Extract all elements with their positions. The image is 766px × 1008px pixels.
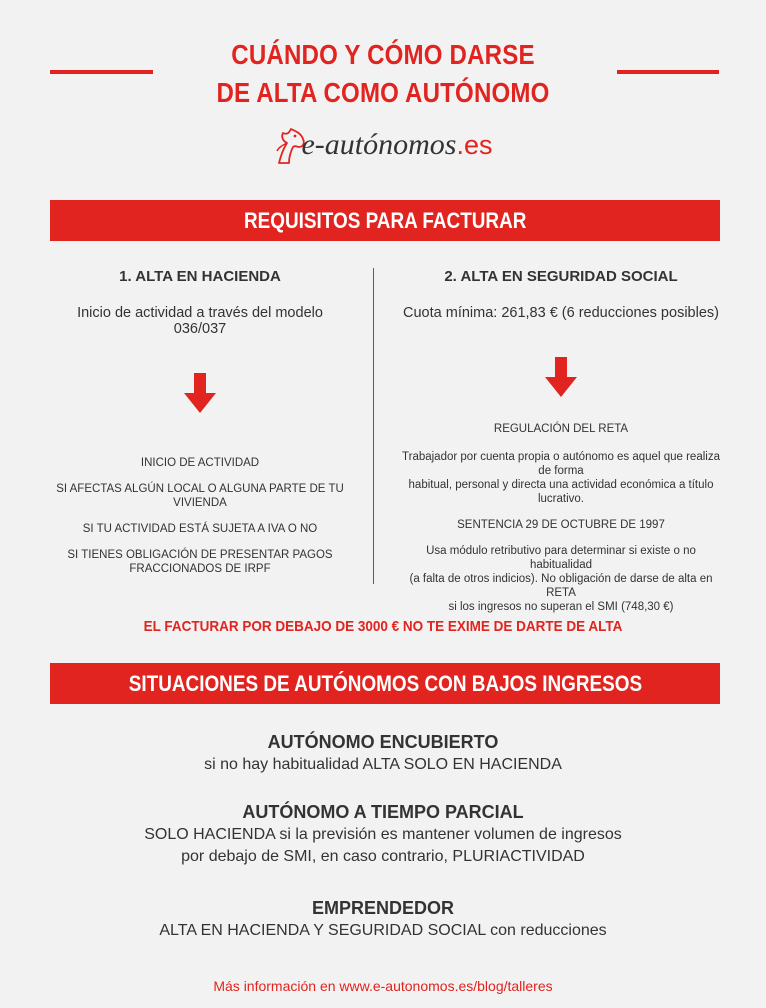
title-line-2: DE ALTA COMO AUTÓNOMO <box>216 77 550 108</box>
list-item: Trabajador por cuenta propia o autónomo es aquel que realiza de forma <box>402 451 720 477</box>
situation-title: AUTÓNOMO A TIEMPO PARCIAL <box>242 802 524 822</box>
title-line-1: CUÁNDO Y CÓMO DARSE <box>231 39 535 70</box>
page-title <box>0 36 766 112</box>
list-item: INICIO DE ACTIVIDAD <box>140 457 260 469</box>
arrow-down-icon <box>545 357 577 399</box>
list-item: si los ingresos no superan el SMI (748,30 €) <box>448 601 674 613</box>
seguridad-social-heading: 2. ALTA EN SEGURIDAD SOCIAL <box>444 268 678 285</box>
low-income-banner-label: SITUACIONES DE AUTÓNOMOS CON BAJOS INGRESOS <box>128 671 642 696</box>
billing-warning: EL FACTURAR POR DEBAJO DE 3000 € NO TE EXIME DE DARTE DE ALTA <box>143 618 623 635</box>
situation-body: SOLO HACIENDA si la previsión es mantener volumen de ingresos <box>144 826 622 843</box>
column-divider <box>373 268 374 584</box>
title-rule-right <box>617 70 719 74</box>
situation-emprendedor <box>0 896 766 942</box>
situation-title: EMPRENDEDOR <box>311 898 454 918</box>
list-item: Usa módulo retributivo para determinar si existe o no habitualidad <box>426 545 696 571</box>
situation-body: si no hay habitualidad ALTA SOLO EN HACIENDA <box>204 756 562 773</box>
seguridad-social-subtitle: Cuota mínima: 261,83 € (6 reducciones posibles) <box>403 305 719 321</box>
hacienda-heading: 1. ALTA EN HACIENDA <box>119 268 281 285</box>
list-item: (a falta de otros indicios). No obligación de darse de alta en RETA <box>409 573 713 599</box>
list-item: SI TIENES OBLIGACIÓN DE PRESENTAR PAGOS <box>67 549 333 561</box>
seguridad-social-column <box>396 268 726 626</box>
title-rule-left <box>50 70 153 74</box>
logo-wordmark: e-autónomos.es <box>301 128 493 161</box>
list-item: REGULACIÓN DEL RETA <box>493 423 629 435</box>
list-item: SENTENCIA 29 DE OCTUBRE DE 1997 <box>457 519 665 531</box>
situation-body: ALTA EN HACIENDA Y SEGURIDAD SOCIAL con reducciones <box>159 922 607 939</box>
arrow-down-icon <box>184 373 216 415</box>
requirements-banner <box>50 200 720 241</box>
situation-title: AUTÓNOMO ENCUBIERTO <box>267 732 499 752</box>
list-item: SI TU ACTIVIDAD ESTÁ SUJETA A IVA O NO <box>82 523 318 535</box>
hacienda-list <box>50 456 350 576</box>
list-item: habitual, personal y directa una actividad económica a título lucrativo. <box>408 479 714 505</box>
low-income-banner <box>50 663 720 704</box>
brand-logo <box>0 125 766 175</box>
hacienda-subtitle: Inicio de actividad a través del modelo 036/037 <box>77 305 323 337</box>
hacienda-column <box>50 268 350 588</box>
requirements-banner-label: REQUISITOS PARA FACTURAR <box>243 208 527 233</box>
seguridad-social-list <box>396 422 726 614</box>
situation-encubierto <box>0 730 766 776</box>
situation-body: por debajo de SMI, en caso contrario, PLURIACTIVIDAD <box>181 848 585 865</box>
situation-tiempo-parcial <box>0 800 766 868</box>
footer-more-info[interactable]: Más información en www.e-autonomos.es/blog/talleres <box>213 978 553 994</box>
list-item: SI AFECTAS ALGÚN LOCAL O ALGUNA PARTE DE TU VIVIENDA <box>56 483 344 509</box>
list-item: FRACCIONADOS DE IRPF <box>129 563 271 575</box>
